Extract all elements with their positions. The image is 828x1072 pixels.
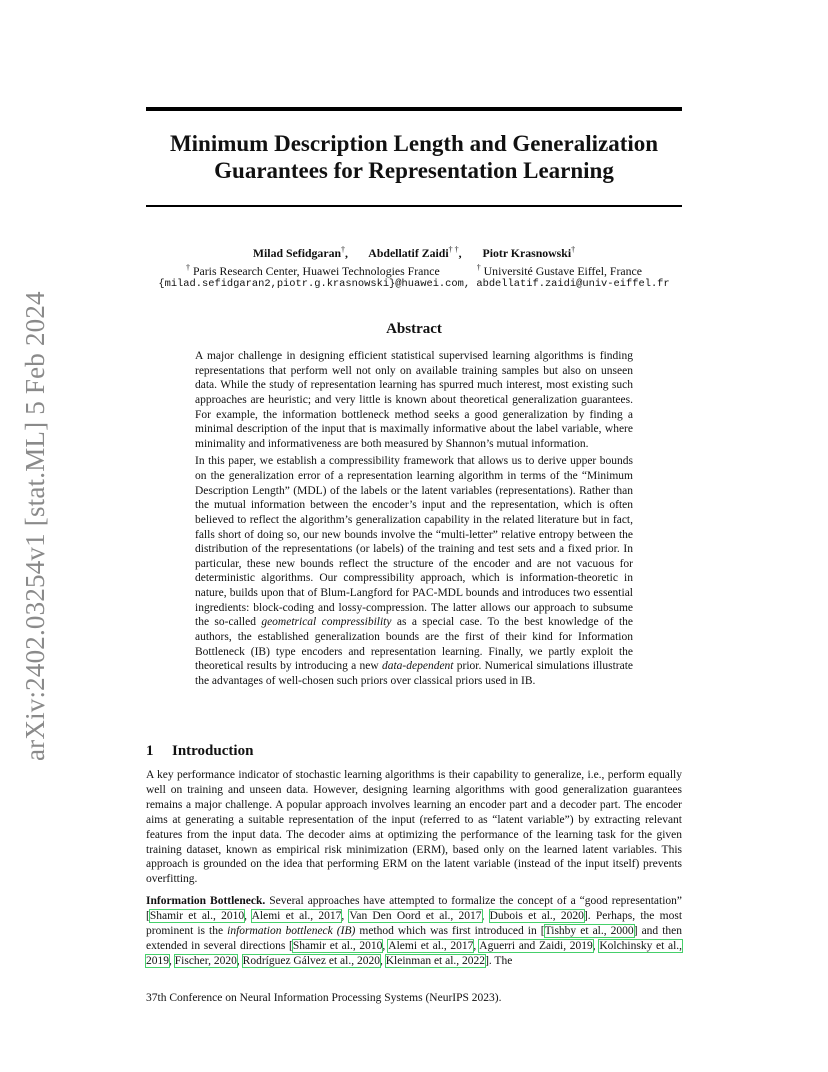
citation-separator: , xyxy=(473,939,480,952)
citation-link[interactable]: Alemi et al., 2017 xyxy=(388,939,474,952)
abstract-paragraph xyxy=(195,454,633,688)
citation-link[interactable]: Kolchinsky et al., 2019 xyxy=(146,939,683,967)
affiliations xyxy=(120,261,708,278)
section-title: Introduction xyxy=(172,743,254,759)
intro-text: ] and then extended in several directions [ xyxy=(146,925,683,952)
citation-link[interactable]: Shamir et al., 2010 xyxy=(149,910,245,923)
abstract-heading: Abstract xyxy=(386,321,442,337)
paper-title xyxy=(120,130,708,184)
citation-separator: , xyxy=(592,939,600,952)
author-separator: , xyxy=(458,245,462,260)
author-name: Piotr Krasnowski xyxy=(482,245,572,260)
arxiv-stamp: arXiv:2402.03254v1 [stat.ML] 5 Feb 2024 xyxy=(20,291,50,761)
section-number: 1 xyxy=(146,743,154,759)
citation-link[interactable]: Shamir et al., 2010 xyxy=(292,939,383,952)
affiliation-mark: † xyxy=(186,263,190,272)
author-emails: {milad.sefidgaran2,piotr.g.krasnowski}@huawei.com, abdellatif.zaidi@univ-eiffel.fr xyxy=(158,278,670,290)
author-mark: † xyxy=(571,245,576,254)
abstract-text: prior. Numerical simulations illustrate the advantages of well-chosen such priors over classical priors used in IB. xyxy=(195,660,633,687)
abstract-emphasis: geometrical compressibility xyxy=(261,616,392,629)
intro-text: Several approaches have attempted to formalize the concept of a “good representation” [ xyxy=(146,895,682,923)
paragraph-runin-heading: Information Bottleneck. xyxy=(146,895,266,908)
citation-link[interactable]: Dubois et al., 2020 xyxy=(489,910,584,923)
abstract-emphasis: data-dependent xyxy=(381,660,454,673)
citation-separator: , xyxy=(236,954,243,967)
citation-separator: , xyxy=(169,954,175,967)
title-rule xyxy=(146,205,682,207)
top-rule xyxy=(146,107,682,111)
introduction-body xyxy=(146,768,682,969)
citation-link[interactable]: Van Den Oord et al., 2017 xyxy=(349,910,482,923)
citation-separator: , xyxy=(382,939,389,952)
citation-group-a xyxy=(150,910,584,922)
intro-paragraph: A key performance indicator of stochastic learning algorithms is their capability to generalize, i.e., perform equally well on training and unseen data. However, designing learning algorithms with good generalization guarantees remains a major challenge. A popular approach involves learning an encoder part and a decoder part. The encoder aims at generating a suitable representation of the input (referred to as “latent variable”) by extracting relevant features from the input data. The decoder aims at optimizing the performance of the learning task for the given training dataset, known as empirical risk minimization (ERM), based only on the learned latent variables. This approach is grounded on the idea that performing ERM on the latent variable (instead of the input itself) prevents overfitting. xyxy=(146,769,682,886)
section-heading xyxy=(146,742,253,760)
author-mark: † † xyxy=(448,245,459,254)
affiliation-mark: † xyxy=(476,263,481,272)
abstract-paragraph: A major challenge in designing efficient statistical supervised learning algorithms is finding representations that perform well not only on available training samples but also on unseen data. While the study of representation learning has spurred much interest, most existing such approaches are heuristic; and very little is known about theoretical generalization guarantees. For example, the information bottleneck method seeks a good generalization by finding a minimal description of the input that is maximally informative about the label variable, where minimality and informativeness are both measured by Shannon’s mutual information. xyxy=(195,350,633,450)
citation-link[interactable]: Alemi et al., 2017 xyxy=(251,910,342,923)
author-mark: † xyxy=(341,245,346,254)
citation-link[interactable]: Kleinman et al., 2022 xyxy=(385,954,486,967)
intro-text: ]. Perhaps, the most prominent is the xyxy=(146,910,683,938)
citation-separator: , xyxy=(244,910,252,923)
citation-link[interactable]: Tishby et al., 2000 xyxy=(544,925,634,938)
author-list xyxy=(120,243,708,260)
intro-text: method which was first introduced in [ xyxy=(355,925,545,938)
affiliation-text: Paris Research Center, Huawei Technologies France xyxy=(192,263,440,278)
intro-paragraph xyxy=(146,894,682,969)
citation-link[interactable]: Fischer, 2020 xyxy=(174,954,237,967)
citation-link[interactable]: Rodríguez Gálvez et al., 2020 xyxy=(242,954,380,967)
citation-separator: , xyxy=(481,910,490,923)
author-name: Milad Sefidgaran xyxy=(252,245,342,260)
conference-footer: 37th Conference on Neural Information Processing Systems (NeurIPS 2023). xyxy=(146,992,502,1004)
author-name: Abdellatif Zaidi xyxy=(368,245,449,260)
abstract-body xyxy=(195,349,633,688)
abstract-text: as a special case. To the best knowledge of the authors, the established generalization bounds are the first of their kind for Information Bottleneck (IB) type encoders and representation learning. Finally, we partly exploit the theoretical results by introducing a new xyxy=(195,616,633,673)
title-line-1: Minimum Description Length and Generalization xyxy=(169,131,659,156)
intro-emphasis: information bottleneck (IB) xyxy=(227,925,356,938)
abstract-text: In this paper, we establish a compressibility framework that allows us to derive upper bounds on the generalization error of a representation learning algorithm in terms of the “Minimum Description Length” (MDL) of the labels or the latent variables (representations). Rather than the mutual information between the encoder’s input and the representation, which is often believed to reflect the algorithm’s generalization capability in the related literature but in fact, falls short of doing so, our new bounds involve the “multi-letter” relative entropy between the distribution of the representations (or labels) of the training and test sets and a fixed prior. In particular, these new bounds reflect the structure of the encoder and are not vacuous for deterministic algorithms. Our compressibility approach, which is information-theoretic in nature, builds upon that of Blum-Langford for PAC-MDL bounds and introduces two essential ingredients: block-coding and lossy-compression. The latter allows our approach to subsume the so-called xyxy=(195,455,633,629)
title-line-2: Guarantees for Representation Learning xyxy=(214,158,614,183)
citation-separator: , xyxy=(341,910,350,923)
affiliation-text: Université Gustave Eiffel, France xyxy=(483,263,642,278)
citation-separator: , xyxy=(379,954,386,967)
citation-link[interactable]: Aguerri and Zaidi, 2019 xyxy=(479,939,593,952)
author-separator: , xyxy=(345,245,348,260)
intro-text: ]. The xyxy=(485,954,513,967)
